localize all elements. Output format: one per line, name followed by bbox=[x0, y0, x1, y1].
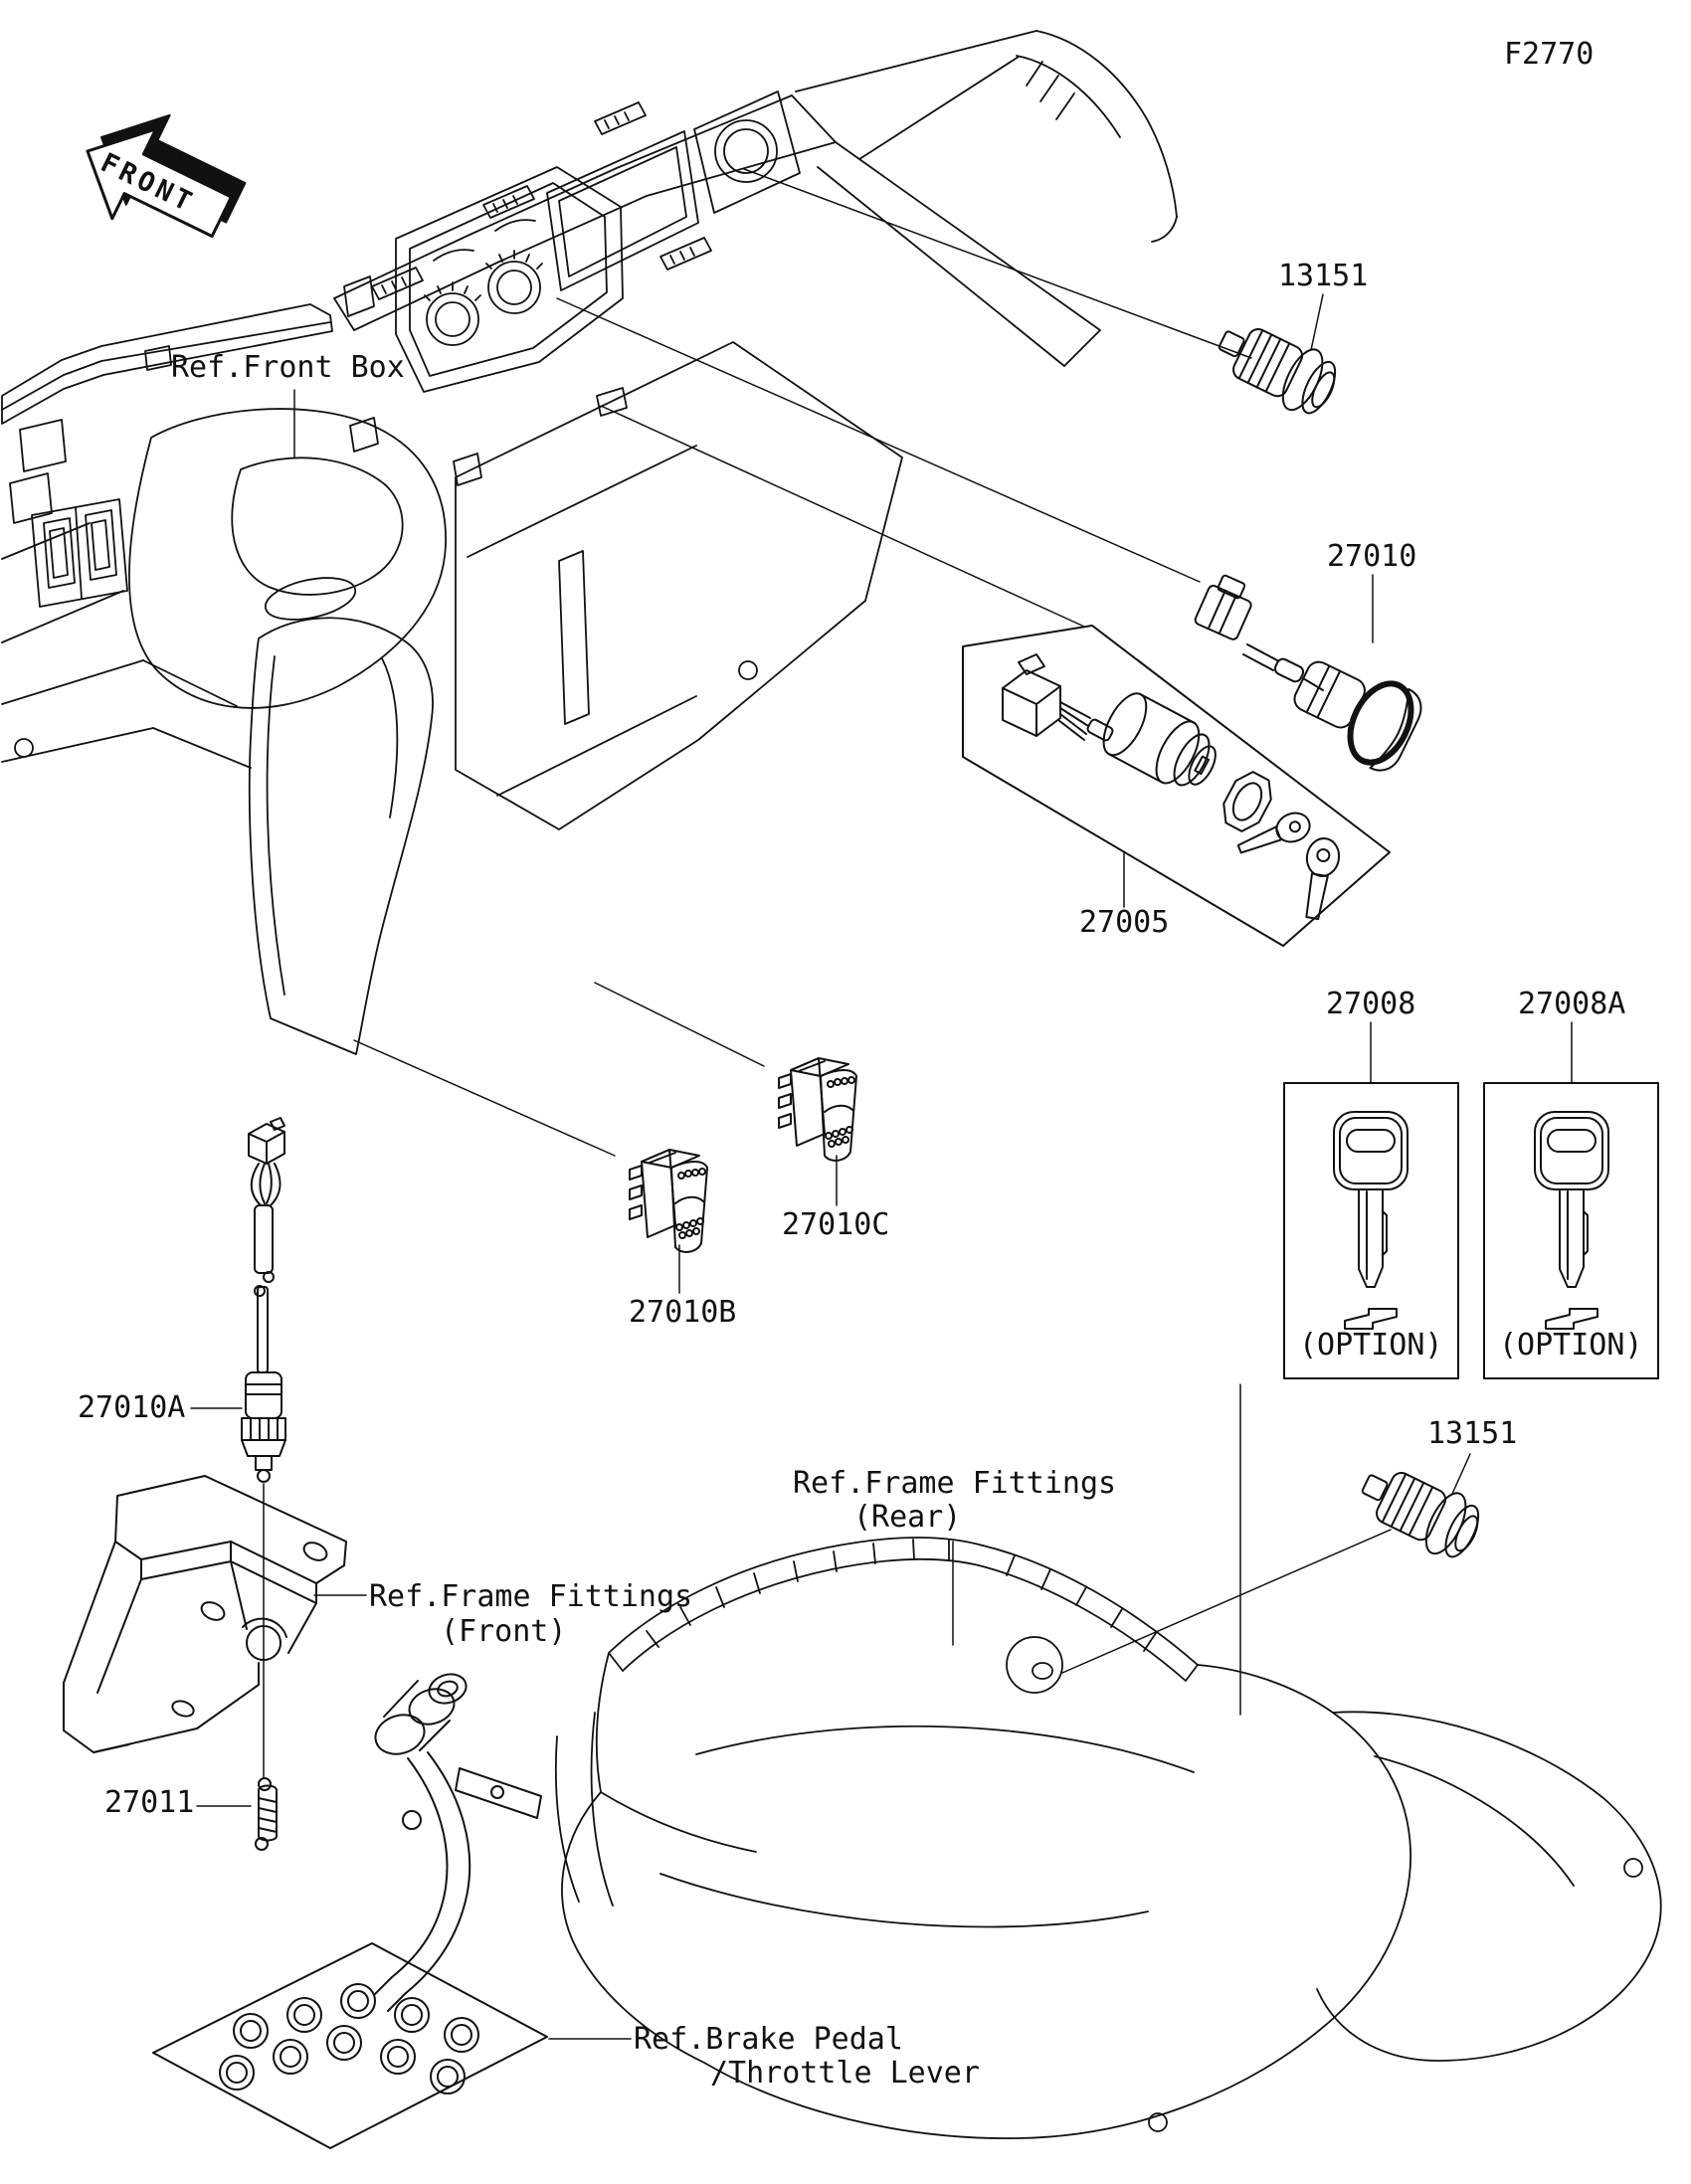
power-socket-13151-top bbox=[1208, 294, 1345, 423]
leader-lines-dash bbox=[294, 169, 1251, 1156]
spring-27011 bbox=[197, 1778, 277, 1850]
option-key-box-27008a bbox=[1484, 1022, 1658, 1378]
front-arrow-label: FRONT bbox=[95, 147, 200, 220]
brake-pedal-assembly bbox=[153, 1670, 631, 2148]
label-option-right: (OPTION) bbox=[1499, 1328, 1643, 1363]
front-direction-arrow bbox=[66, 92, 258, 262]
label-ref-frame-rear-line1: Ref.Frame Fittings bbox=[793, 1466, 1117, 1501]
label-ref-frame-front-line2: (Front) bbox=[441, 1614, 567, 1649]
option-key-box-27008 bbox=[1284, 1022, 1458, 1378]
rotary-switch-27010 bbox=[1194, 572, 1428, 778]
label-part-27010c: 27010C bbox=[782, 1207, 890, 1242]
label-ref-frame-front-line1: Ref.Frame Fittings bbox=[369, 1579, 693, 1614]
label-ref-brake-line1: Ref.Brake Pedal bbox=[634, 2022, 903, 2057]
rocker-switch-27010c bbox=[779, 1058, 856, 1205]
label-option-left: (OPTION) bbox=[1299, 1328, 1443, 1363]
label-part-13151-bottom: 13151 bbox=[1427, 1416, 1518, 1451]
label-part-27008a: 27008A bbox=[1518, 987, 1626, 1021]
label-ref-frame-rear-line2: (Rear) bbox=[853, 1500, 962, 1535]
brake-light-switch-27010a bbox=[191, 1118, 285, 1778]
frame-fitting-bracket-front bbox=[64, 1476, 366, 1752]
dash-vent-slots bbox=[372, 102, 711, 299]
label-part-27010b: 27010B bbox=[629, 1295, 737, 1330]
label-part-27010a: 27010A bbox=[78, 1390, 186, 1425]
label-ref-front-box: Ref.Front Box bbox=[171, 350, 405, 385]
label-part-27011: 27011 bbox=[104, 1785, 195, 1820]
power-socket-13151-bottom bbox=[1351, 1454, 1488, 1566]
figure-code: F2770 bbox=[1504, 37, 1595, 72]
label-part-27008: 27008 bbox=[1326, 987, 1416, 1021]
label-part-27005: 27005 bbox=[1079, 905, 1170, 940]
label-part-13151-top: 13151 bbox=[1278, 259, 1369, 293]
label-part-27010: 27010 bbox=[1327, 539, 1417, 574]
rocker-switch-27010b bbox=[630, 1150, 707, 1293]
label-ref-brake-line2: /Throttle Lever bbox=[710, 2056, 980, 2091]
